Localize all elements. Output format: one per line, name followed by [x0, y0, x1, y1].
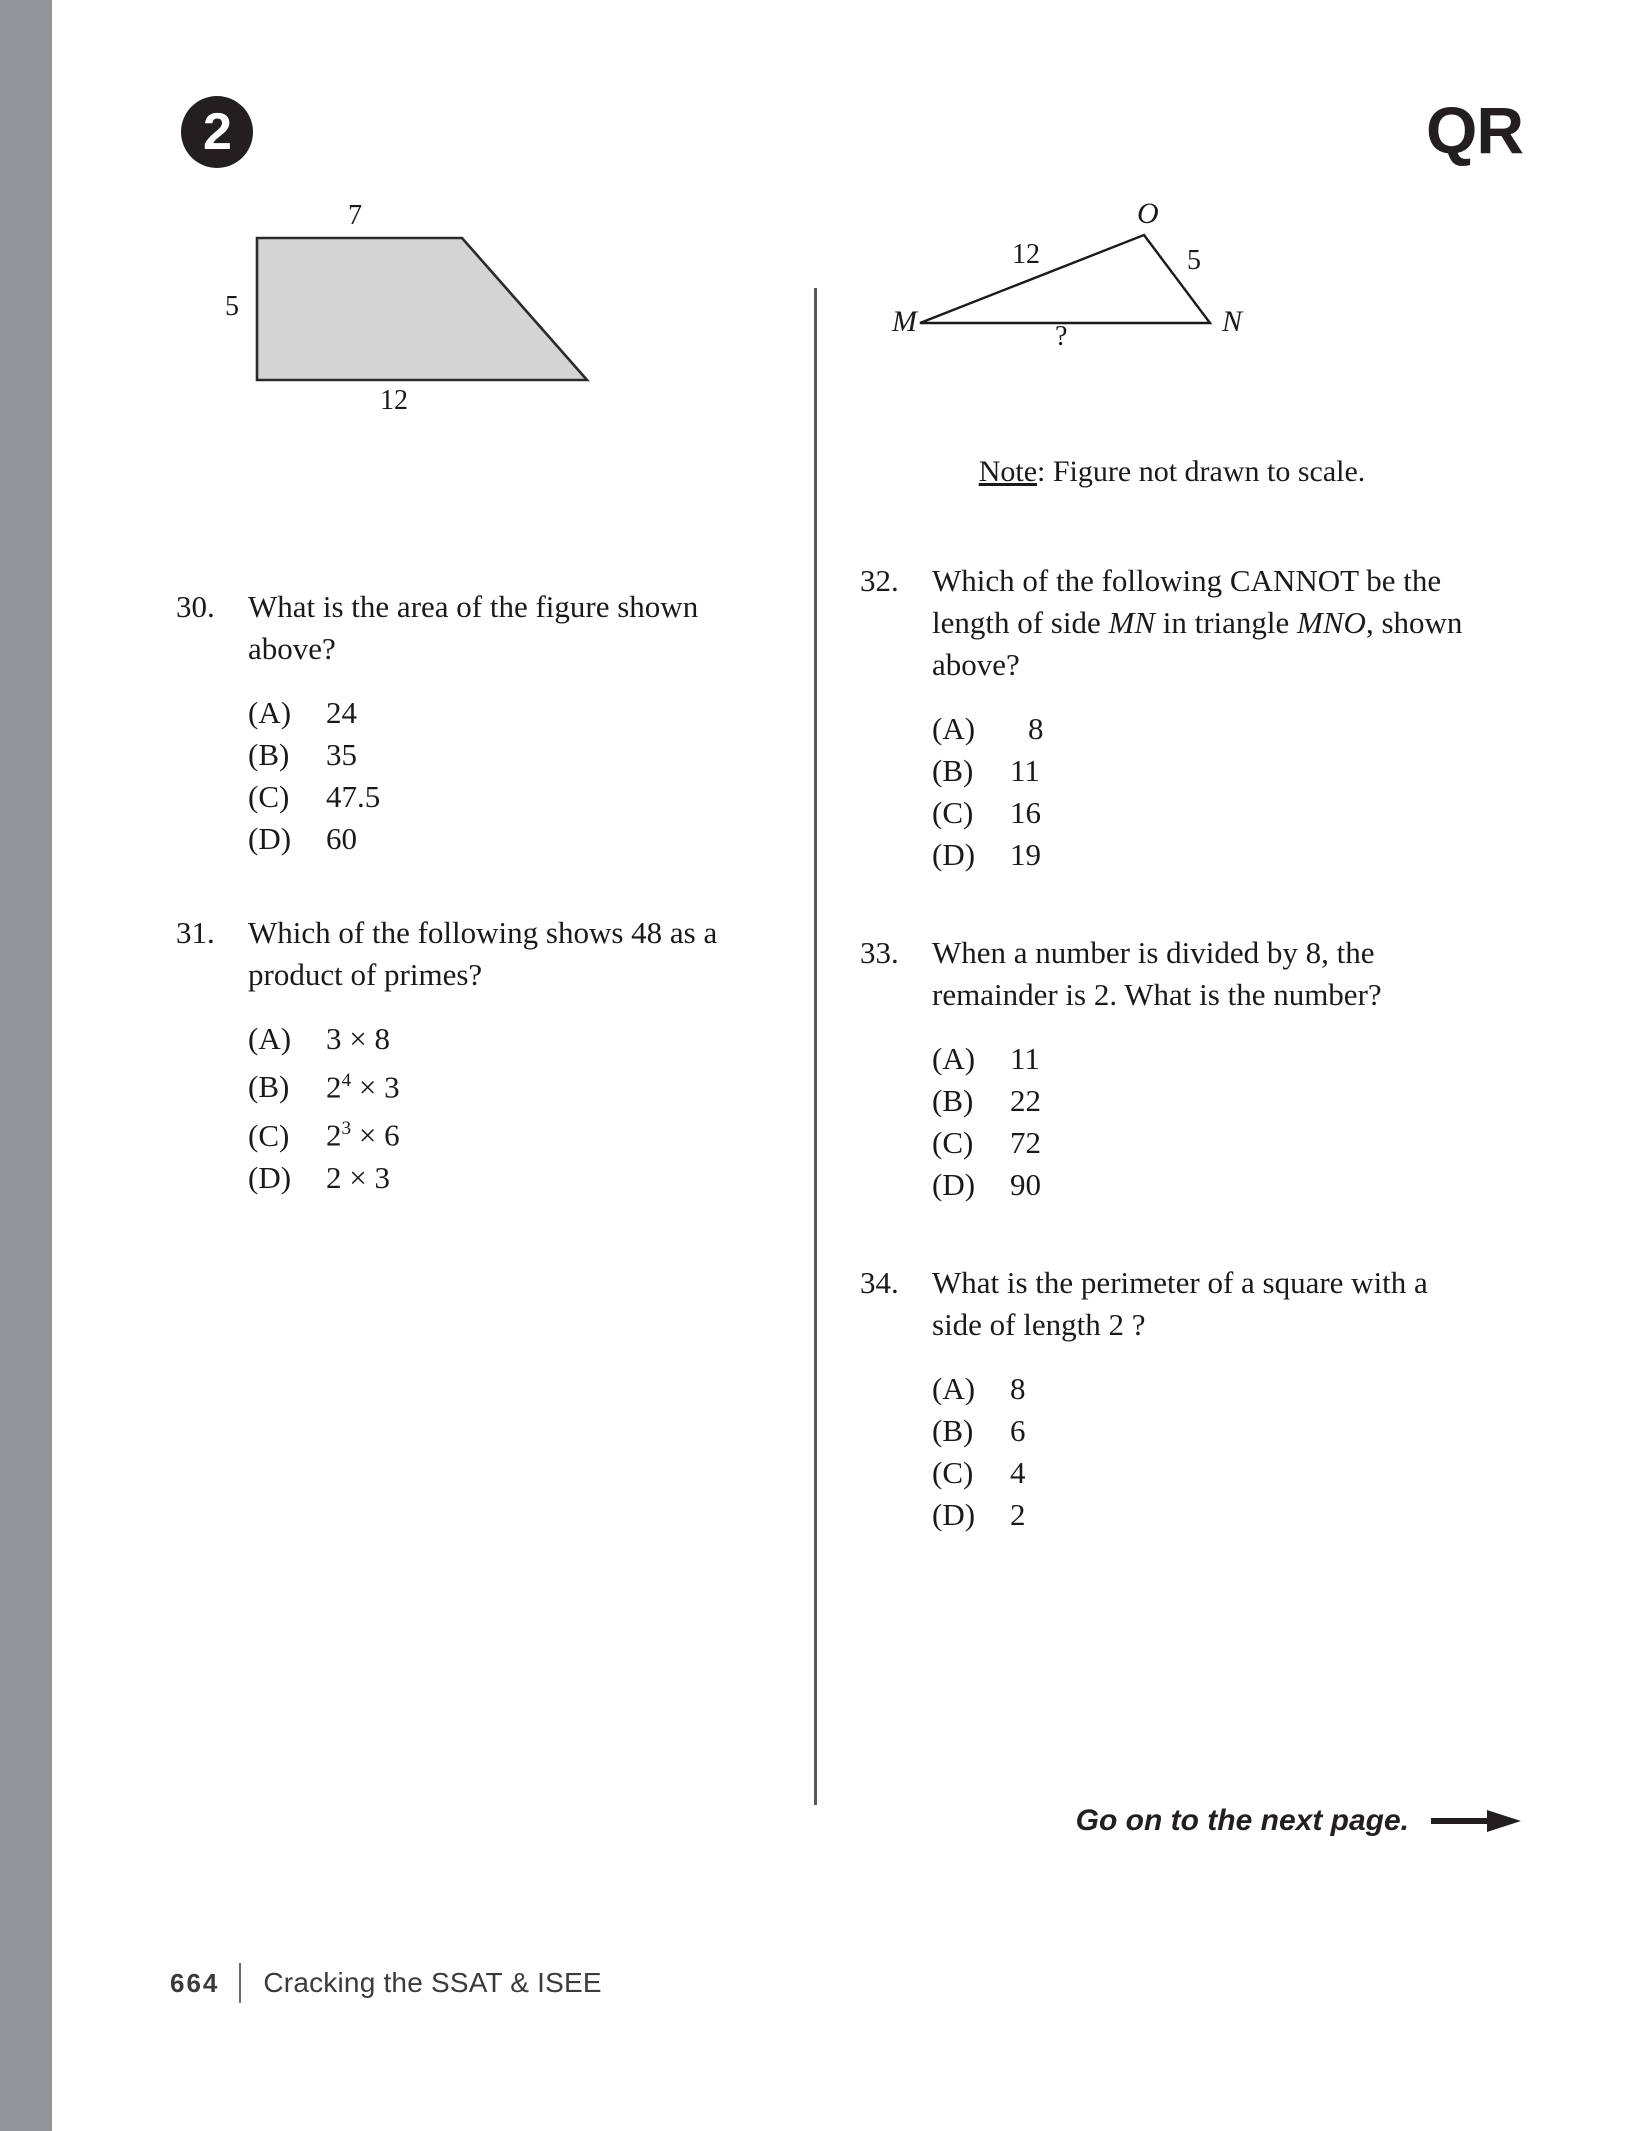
question-33-number: 33.: [860, 935, 899, 970]
choice-34-c-value: 4: [1010, 1455, 1026, 1490]
triangle-mno-figure: [892, 195, 1412, 365]
choice-31-d-letter: (D): [248, 1159, 292, 1195]
question-33: [860, 932, 1480, 1206]
question-34-choices: [932, 1368, 1480, 1536]
choice-32-d-value: 19: [1010, 837, 1041, 872]
choice-33-c-value: 72: [1010, 1125, 1041, 1160]
question-31-text: Which of the following shows 48 as a product of primes?: [248, 915, 718, 992]
question-31-number: 31.: [176, 915, 215, 950]
question-32-side-mn: MN: [1108, 605, 1155, 640]
choice-32-b[interactable]: [932, 750, 1480, 792]
question-34-number: 34.: [860, 1265, 899, 1300]
figure-scale-note: [892, 455, 1452, 489]
choice-33-c-letter: (C): [932, 1125, 974, 1160]
page-canvas: [52, 0, 1640, 2131]
question-33-text: When a number is divided by 8, the remainder is 2. What is the number?: [932, 935, 1382, 1012]
question-30: [176, 586, 776, 860]
figure-note-text: : Figure not drawn to scale.: [1037, 455, 1366, 488]
choice-30-b[interactable]: [248, 734, 776, 776]
left-question-column: [176, 586, 776, 1243]
choice-31-b-exponent: 4: [341, 1070, 352, 1091]
choice-34-b-value: 6: [1010, 1413, 1026, 1448]
question-33-choices: [932, 1038, 1480, 1206]
choice-30-c[interactable]: [248, 776, 776, 818]
choice-32-c-value: 16: [1010, 795, 1041, 830]
choice-32-b-letter: (B): [932, 753, 974, 788]
choice-33-b[interactable]: [932, 1080, 1480, 1122]
choice-34-c-letter: (C): [932, 1455, 974, 1490]
choice-31-a[interactable]: [248, 1018, 776, 1060]
go-on-notice: [1076, 1804, 1523, 1838]
column-divider: [814, 288, 817, 1805]
choice-30-c-value: 47.5: [326, 779, 381, 814]
triangle-shape: [920, 235, 1210, 323]
choice-31-d-value: 2 × 3: [326, 1159, 390, 1195]
trapezoid-svg: [172, 200, 792, 420]
choice-30-a-value: 24: [326, 695, 357, 730]
choice-31-b-value: [326, 1060, 400, 1108]
choice-31-a-value: 3 × 8: [326, 1021, 390, 1056]
choice-34-d[interactable]: [932, 1494, 1480, 1536]
choice-32-a-letter: (A): [932, 711, 976, 746]
choice-33-a-letter: (A): [932, 1041, 976, 1076]
choice-31-c-base: 2: [326, 1117, 342, 1153]
question-32-number: 32.: [860, 563, 899, 598]
left-page-spine: [0, 0, 52, 2131]
choice-34-d-letter: (D): [932, 1497, 976, 1532]
choice-32-a[interactable]: [932, 708, 1480, 750]
choice-33-a[interactable]: [932, 1038, 1480, 1080]
question-32-text-part3: , shown above?: [932, 605, 1463, 682]
choice-30-b-value: 35: [326, 737, 357, 772]
choice-32-a-value: 8: [1028, 711, 1044, 746]
question-32-text-part1: Which of the following CANNOT be the length of side: [932, 563, 1442, 640]
triangle-vertex-n-label: N: [1222, 305, 1243, 338]
choice-33-d-value: 90: [1010, 1167, 1041, 1202]
choice-30-b-letter: (B): [248, 737, 290, 772]
choice-34-b[interactable]: [932, 1410, 1480, 1452]
footer-book-title: Cracking the SSAT & ISEE: [263, 1967, 602, 1998]
question-34: [860, 1262, 1480, 1536]
choice-34-a-value: 8: [1010, 1371, 1026, 1406]
choice-32-d-letter: (D): [932, 837, 976, 872]
choice-31-b-rest: × 3: [351, 1069, 400, 1105]
choice-34-a-letter: (A): [932, 1371, 976, 1406]
choice-31-b-base: 2: [326, 1069, 342, 1105]
choice-31-c-value: [326, 1108, 400, 1156]
question-34-text: What is the perimeter of a square with a side of length 2 ?: [932, 1265, 1428, 1342]
choice-30-c-letter: (C): [248, 779, 290, 814]
choice-33-a-value: 11: [1010, 1041, 1040, 1076]
choice-32-d[interactable]: [932, 834, 1480, 876]
triangle-side-mo-label: 12: [1012, 239, 1040, 270]
triangle-vertex-m-label: M: [892, 305, 917, 338]
section-subject-label: QR: [1426, 93, 1523, 167]
footer-page-number: 664: [170, 1967, 220, 1998]
choice-33-c[interactable]: [932, 1122, 1480, 1164]
question-32-text-part2: in triangle: [1155, 605, 1298, 640]
question-30-choices: [248, 692, 776, 860]
choice-31-a-letter: (A): [248, 1021, 292, 1056]
choice-30-d-letter: (D): [248, 821, 292, 856]
choice-33-d[interactable]: [932, 1164, 1480, 1206]
triangle-side-on-label: 5: [1187, 245, 1201, 276]
choice-31-b-letter: (B): [248, 1069, 290, 1105]
question-31: [176, 912, 776, 1199]
question-32-triangle-mno: MNO: [1297, 605, 1366, 640]
section-number-badge: 2: [181, 96, 253, 168]
right-question-column: [860, 560, 1480, 1580]
question-32-choices: [932, 708, 1480, 876]
trapezoid-left-label: 5: [225, 291, 239, 322]
choice-33-b-value: 22: [1010, 1083, 1041, 1118]
footer-divider: [239, 1963, 241, 2003]
choice-32-c[interactable]: [932, 792, 1480, 834]
choice-34-d-value: 2: [1010, 1497, 1026, 1532]
choice-31-d[interactable]: [248, 1157, 776, 1199]
question-30-number: 30.: [176, 589, 215, 624]
choice-31-c[interactable]: [248, 1108, 776, 1156]
choice-33-d-letter: (D): [932, 1167, 976, 1202]
triangle-vertex-o-label: O: [1137, 197, 1159, 230]
question-31-choices: [248, 1018, 776, 1199]
choice-31-b[interactable]: [248, 1060, 776, 1108]
choice-30-a[interactable]: [248, 692, 776, 734]
choice-33-b-letter: (B): [932, 1083, 974, 1118]
choice-31-c-exponent: 3: [341, 1118, 352, 1140]
go-on-text: Go on to the next page.: [1075, 1804, 1409, 1837]
choice-34-a[interactable]: [932, 1368, 1480, 1410]
choice-31-c-rest: × 6: [351, 1117, 400, 1153]
choice-32-c-letter: (C): [932, 795, 974, 830]
choice-32-b-value: 11: [1010, 753, 1040, 788]
choice-30-a-letter: (A): [248, 695, 292, 730]
choice-34-b-letter: (B): [932, 1413, 974, 1448]
triangle-side-mn-label: ?: [1055, 321, 1068, 352]
choice-30-d[interactable]: [248, 818, 776, 860]
choice-34-c[interactable]: [932, 1452, 1480, 1494]
arrow-right-icon: [1431, 1808, 1523, 1834]
choice-31-c-letter: (C): [248, 1117, 290, 1153]
trapezoid-figure: [172, 200, 792, 420]
trapezoid-top-label: 7: [348, 200, 362, 231]
trapezoid-bottom-label: 12: [380, 385, 408, 416]
page-footer: [170, 1963, 602, 2003]
figure-note-prefix: Note: [978, 455, 1038, 488]
choice-30-d-value: 60: [326, 821, 357, 856]
question-32: [860, 560, 1480, 876]
trapezoid-shape: [257, 238, 587, 380]
question-30-text: What is the area of the figure shown above?: [248, 589, 699, 666]
question-32-text: [932, 560, 1480, 686]
